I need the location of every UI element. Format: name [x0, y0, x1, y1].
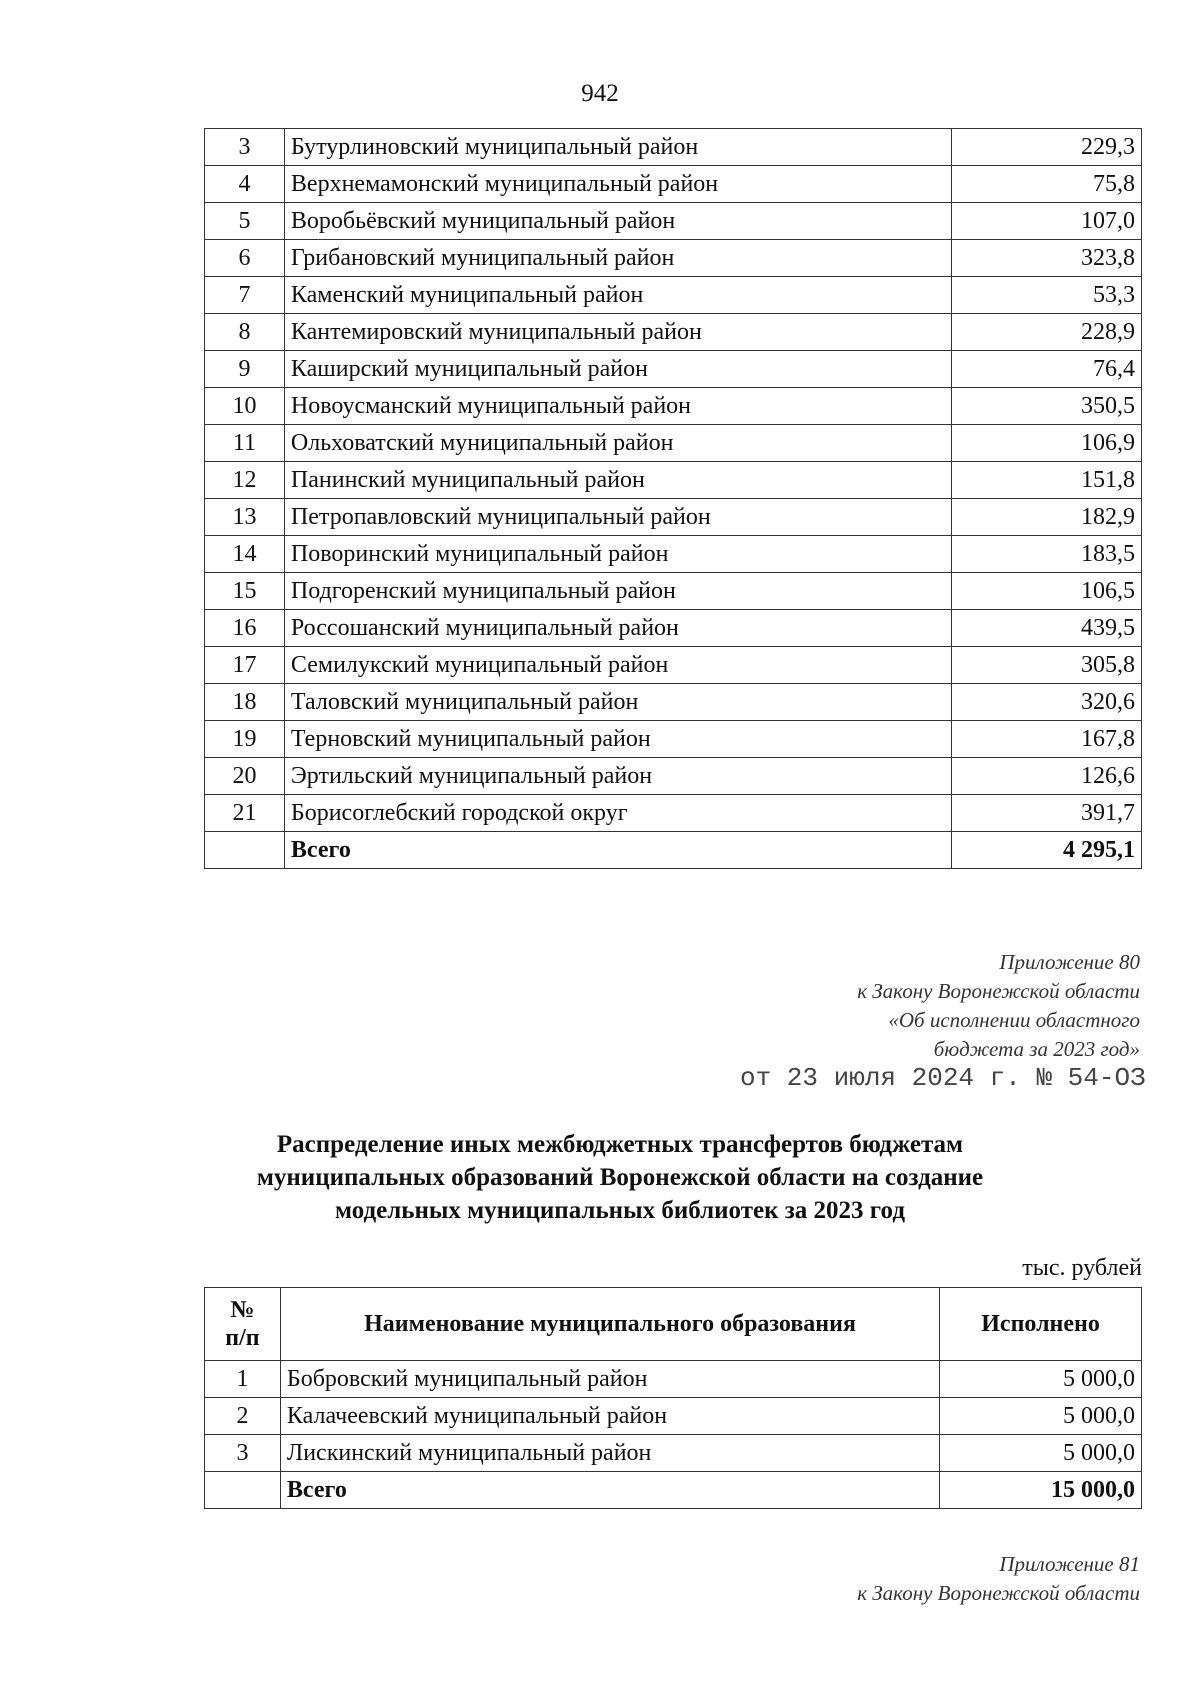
municipality-name: Калачеевский муниципальный район: [280, 1398, 939, 1435]
row-number: 20: [205, 758, 285, 795]
row-number: 9: [205, 351, 285, 388]
amount-value: 182,9: [952, 499, 1142, 536]
table-row: [205, 203, 1142, 240]
table-row: [205, 647, 1142, 684]
row-number: 14: [205, 536, 285, 573]
amount-value: 439,5: [952, 610, 1142, 647]
amount-value: 183,5: [952, 536, 1142, 573]
amount-value: 320,6: [952, 684, 1142, 721]
municipality-name: Таловский муниципальный район: [284, 684, 951, 721]
total-row-number: [205, 1472, 281, 1509]
law-date-stamp: от 23 июля 2024 г. № 54-ОЗ: [740, 1063, 1146, 1093]
row-number: 11: [205, 425, 285, 462]
units-label: тыс. рублей: [1022, 1255, 1142, 1281]
amount-value: 228,9: [952, 314, 1142, 351]
title-line: муниципальных образований Воронежской области на создание: [256, 1164, 984, 1191]
table-row: [205, 388, 1142, 425]
table-row: [205, 795, 1142, 832]
appendix-81-reference: [857, 1550, 1140, 1608]
library-transfers-table: [204, 1287, 1142, 1509]
municipality-name: Панинский муниципальный район: [284, 462, 951, 499]
municipality-name: Поворинский муниципальный район: [284, 536, 951, 573]
row-number: 19: [205, 721, 285, 758]
appendix-line: бюджета за 2023 год»: [933, 1037, 1140, 1061]
header-number: [205, 1288, 281, 1361]
table-row: [205, 721, 1142, 758]
row-number: 15: [205, 573, 285, 610]
row-number: 7: [205, 277, 285, 314]
municipality-name: Россошанский муниципальный район: [284, 610, 951, 647]
table-row: [205, 425, 1142, 462]
table-header-row: [205, 1288, 1142, 1361]
header-number-line: №: [230, 1297, 255, 1323]
table-row: [205, 1398, 1142, 1435]
amount-value: 76,4: [952, 351, 1142, 388]
row-number: 2: [205, 1398, 281, 1435]
title-line: Распределение иных межбюджетных трансфертов бюджетам: [276, 1131, 964, 1158]
document-title: [160, 1128, 1080, 1227]
appendix-line: к Закону Воронежской области: [857, 1581, 1140, 1605]
row-number: 17: [205, 647, 285, 684]
municipality-name: Кантемировский муниципальный район: [284, 314, 951, 351]
municipality-name: Верхнемамонский муниципальный район: [284, 166, 951, 203]
municipality-name: Терновский муниципальный район: [284, 721, 951, 758]
appendix-line: к Закону Воронежской области: [857, 979, 1140, 1003]
municipality-name: Петропавловский муниципальный район: [284, 499, 951, 536]
amount-value: 106,9: [952, 425, 1142, 462]
municipality-name: Борисоглебский городской округ: [284, 795, 951, 832]
table-row: [205, 758, 1142, 795]
total-row-number: [205, 832, 285, 869]
municipality-name: Подгоренский муниципальный район: [284, 573, 951, 610]
table-row: [205, 684, 1142, 721]
total-value: 15 000,0: [940, 1472, 1142, 1509]
page-number: 942: [581, 80, 619, 107]
amount-value: 75,8: [952, 166, 1142, 203]
amount-value: 350,5: [952, 388, 1142, 425]
row-number: 12: [205, 462, 285, 499]
municipality-name: Новоусманский муниципальный район: [284, 388, 951, 425]
amount-value: 305,8: [952, 647, 1142, 684]
municipality-name: Грибановский муниципальный район: [284, 240, 951, 277]
row-number: 3: [205, 129, 285, 166]
municipality-name: Семилукский муниципальный район: [284, 647, 951, 684]
amount-value: 323,8: [952, 240, 1142, 277]
total-value: 4 295,1: [952, 832, 1142, 869]
row-number: 13: [205, 499, 285, 536]
table-row: [205, 166, 1142, 203]
title-line: модельных муниципальных библиотек за 2023 год: [335, 1197, 905, 1224]
row-number: 1: [205, 1361, 281, 1398]
total-row: [205, 832, 1142, 869]
amount-value: 229,3: [952, 129, 1142, 166]
amount-value: 5 000,0: [940, 1398, 1142, 1435]
table-row: [205, 573, 1142, 610]
total-label: Всего: [280, 1472, 939, 1509]
municipality-name: Воробьёвский муниципальный район: [284, 203, 951, 240]
table-row: [205, 240, 1142, 277]
table-row: [205, 462, 1142, 499]
row-number: 5: [205, 203, 285, 240]
municipality-name: Каменский муниципальный район: [284, 277, 951, 314]
table-row: [205, 129, 1142, 166]
header-number-line: п/п: [225, 1325, 260, 1351]
appendix-line: «Об исполнении областного: [888, 1008, 1140, 1032]
table-row: [205, 610, 1142, 647]
total-row: [205, 1472, 1142, 1509]
appendix-line: Приложение 80: [999, 950, 1140, 974]
municipality-name: Эртильский муниципальный район: [284, 758, 951, 795]
total-label: Всего: [284, 832, 951, 869]
municipality-name: Бобровский муниципальный район: [280, 1361, 939, 1398]
municipality-name: Ольховатский муниципальный район: [284, 425, 951, 462]
appendix-line: Приложение 81: [999, 1552, 1140, 1576]
municipality-name: Бутурлиновский муниципальный район: [284, 129, 951, 166]
amount-value: 126,6: [952, 758, 1142, 795]
row-number: 21: [205, 795, 285, 832]
table-row: [205, 499, 1142, 536]
amount-value: 5 000,0: [940, 1361, 1142, 1398]
amount-value: 5 000,0: [940, 1435, 1142, 1472]
amount-value: 53,3: [952, 277, 1142, 314]
amount-value: 151,8: [952, 462, 1142, 499]
amount-value: 107,0: [952, 203, 1142, 240]
row-number: 8: [205, 314, 285, 351]
amount-value: 391,7: [952, 795, 1142, 832]
appendix-80-reference: [857, 948, 1140, 1064]
table-row: [205, 1435, 1142, 1472]
row-number: 4: [205, 166, 285, 203]
header-municipality: Наименование муниципального образования: [280, 1288, 939, 1361]
table-row: [205, 351, 1142, 388]
header-executed: Исполнено: [940, 1288, 1142, 1361]
row-number: 3: [205, 1435, 281, 1472]
row-number: 10: [205, 388, 285, 425]
table-row: [205, 1361, 1142, 1398]
row-number: 16: [205, 610, 285, 647]
table-row: [205, 277, 1142, 314]
table-row: [205, 314, 1142, 351]
row-number: 18: [205, 684, 285, 721]
row-number: 6: [205, 240, 285, 277]
table-row: [205, 536, 1142, 573]
municipality-name: Каширский муниципальный район: [284, 351, 951, 388]
amount-value: 106,5: [952, 573, 1142, 610]
municipality-name: Лискинский муниципальный район: [280, 1435, 939, 1472]
amount-value: 167,8: [952, 721, 1142, 758]
distribution-table-continued: [204, 128, 1142, 869]
